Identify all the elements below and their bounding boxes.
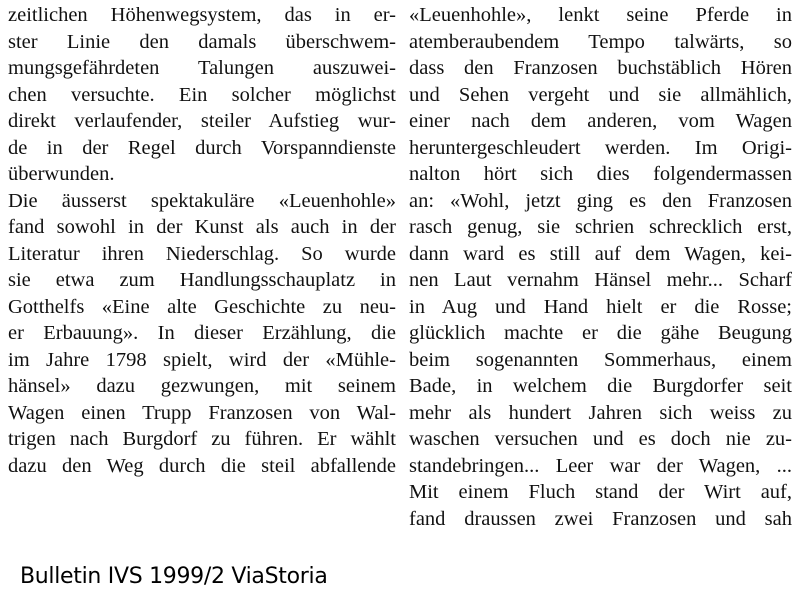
- text-line: Wagen einen Trupp Franzosen von Wal-: [8, 401, 396, 424]
- text-line: dazu den Weg durch die steil abfallende: [8, 454, 396, 477]
- text-line: dann ward es still auf dem Wagen, kei-: [409, 242, 792, 265]
- text-line: in Aug und Hand hielt er die Rosse;: [409, 295, 792, 318]
- text-line: de in der Regel durch Vorspanndienste: [8, 136, 396, 159]
- text-line: hänsel» dazu gezwungen, mit seinem: [8, 375, 396, 397]
- text-line: atemberaubendem Tempo talwärts, so: [409, 30, 792, 53]
- text-line: beim sogenannten Sommerhaus, einem: [409, 348, 792, 371]
- text-line: und Sehen vergeht und sie allmählich,: [409, 83, 792, 106]
- text-line: dass den Franzosen buchstäblich Hören: [409, 57, 792, 79]
- text-line: heruntergeschleudert werden. Im Origi-: [409, 136, 792, 159]
- text-line: er Erbauung». In dieser Erzählung, die: [8, 322, 396, 344]
- text-line: sie etwa zum Handlungsschauplatz in: [8, 269, 396, 291]
- text-line: nen Laut vernahm Hänsel mehr... Scharf: [409, 269, 792, 291]
- text-line: Die äusserst spektakuläre «Leuenhohle»: [8, 189, 396, 212]
- text-line: zeitlichen Höhenwegsystem, das in er-: [8, 4, 396, 26]
- text-line: fand sowohl in der Kunst als auch in der: [8, 216, 396, 238]
- text-line: Mit einem Fluch stand der Wirt auf,: [409, 481, 792, 503]
- right-text-column: [409, 2, 792, 532]
- text-line: überwunden.: [8, 163, 115, 185]
- text-line: nalton hört sich dies folgendermassen: [409, 163, 792, 185]
- text-line: rasch genug, sie schrien schrecklich erst,: [409, 216, 792, 238]
- text-line: ster Linie den damals überschwem-: [8, 30, 396, 53]
- text-line: an: «Wohl, jetzt ging es den Franzosen: [409, 189, 792, 212]
- text-line: direkt verlaufender, steiler Aufstieg wur-: [8, 110, 396, 132]
- text-line: mungsgefährdeten Talungen auszuwei-: [8, 57, 396, 79]
- text-line: Literatur ihren Niederschlag. So wurde: [8, 242, 396, 265]
- text-line: «Leuenhohle», lenkt seine Pferde in: [409, 4, 792, 26]
- source-caption: Bulletin IVS 1999/2 ViaStoria: [20, 564, 328, 589]
- text-line: waschen versuchen und es doch nie zu-: [409, 428, 792, 450]
- text-line: mehr als hundert Jahren sich weiss zu: [409, 401, 792, 424]
- text-line: glücklich machte er die gähe Beugung: [409, 322, 792, 344]
- text-line: einer nach dem anderen, vom Wagen: [409, 110, 792, 132]
- text-line: Gotthelfs «Eine alte Geschichte zu neu-: [8, 295, 396, 318]
- text-line: fand draussen zwei Franzosen und sah: [409, 507, 792, 530]
- left-text-column: [8, 2, 396, 479]
- text-line: Bade, in welchem die Burgdorfer seit: [409, 375, 792, 397]
- text-line: chen versuchte. Ein solcher möglichst: [8, 83, 396, 106]
- text-line: standebringen... Leer war der Wagen, ...: [409, 454, 792, 477]
- text-line: trigen nach Burgdorf zu führen. Er wählt: [8, 428, 396, 450]
- text-line: im Jahre 1798 spielt, wird der «Mühle-: [8, 348, 396, 371]
